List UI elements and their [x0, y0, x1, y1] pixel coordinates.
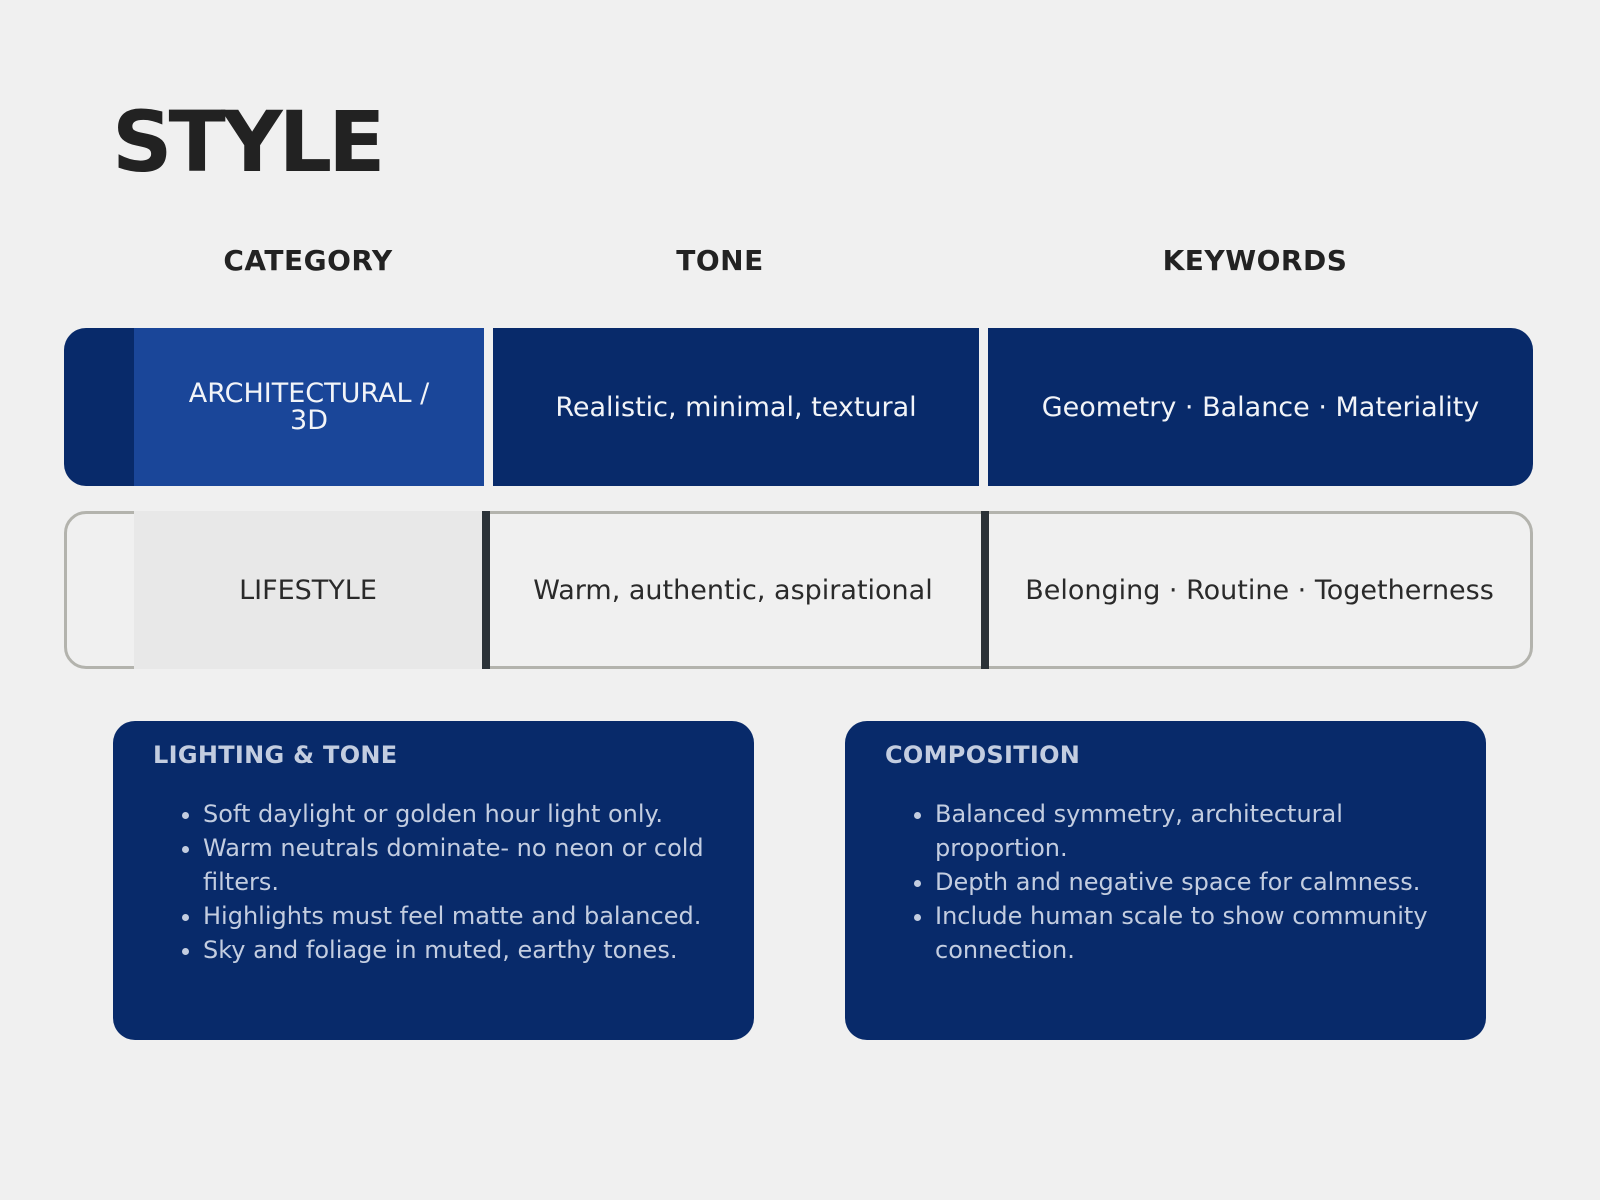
category-cell	[134, 511, 482, 669]
keywords-cell	[988, 328, 1533, 486]
column-divider	[482, 511, 490, 669]
table-row-lifestyle	[64, 511, 1533, 669]
lighting-tone-card	[113, 721, 754, 1040]
keywords-label: Geometry · Balance · Materiality	[1041, 391, 1480, 423]
card-heading: LIGHTING & TONE	[153, 741, 398, 769]
list-item: • Depth and negative space for calmness.	[935, 865, 1446, 899]
list-item: • Warm neutrals dominate- no neon or cold filters.	[203, 831, 714, 899]
list-item: • Highlights must feel matte and balanced.	[203, 899, 714, 933]
category-label: ARCHITECTURAL / 3D	[188, 378, 430, 436]
column-divider	[981, 511, 989, 669]
list-item: • Sky and foliage in muted, earthy tones.	[203, 933, 714, 967]
category-cell	[134, 328, 484, 486]
list-item: • Balanced symmetry, architectural proportion.	[935, 797, 1446, 865]
bullet-list	[153, 797, 714, 967]
keywords-cell	[989, 514, 1530, 666]
column-header-keywords: KEYWORDS	[1162, 244, 1348, 277]
list-item: • Include human scale to show community connection.	[935, 899, 1446, 967]
column-header-category: CATEGORY	[223, 244, 393, 277]
table-row-architectural	[64, 328, 1533, 486]
category-label: LIFESTYLE	[239, 574, 377, 606]
tone-label: Realistic, minimal, textural	[555, 391, 917, 423]
tone-label: Warm, authentic, aspirational	[533, 574, 933, 606]
list-item: • Soft daylight or golden hour light only.	[203, 797, 714, 831]
column-header-tone: TONE	[676, 244, 764, 277]
page-title: STYLE	[112, 93, 382, 191]
tone-cell	[490, 514, 976, 666]
bullet-list	[885, 797, 1446, 967]
column-divider	[979, 328, 988, 486]
card-heading: COMPOSITION	[885, 741, 1081, 769]
composition-card	[845, 721, 1486, 1040]
keywords-label: Belonging · Routine · Togetherness	[1025, 574, 1494, 606]
column-divider	[484, 328, 493, 486]
tone-cell	[493, 328, 979, 486]
